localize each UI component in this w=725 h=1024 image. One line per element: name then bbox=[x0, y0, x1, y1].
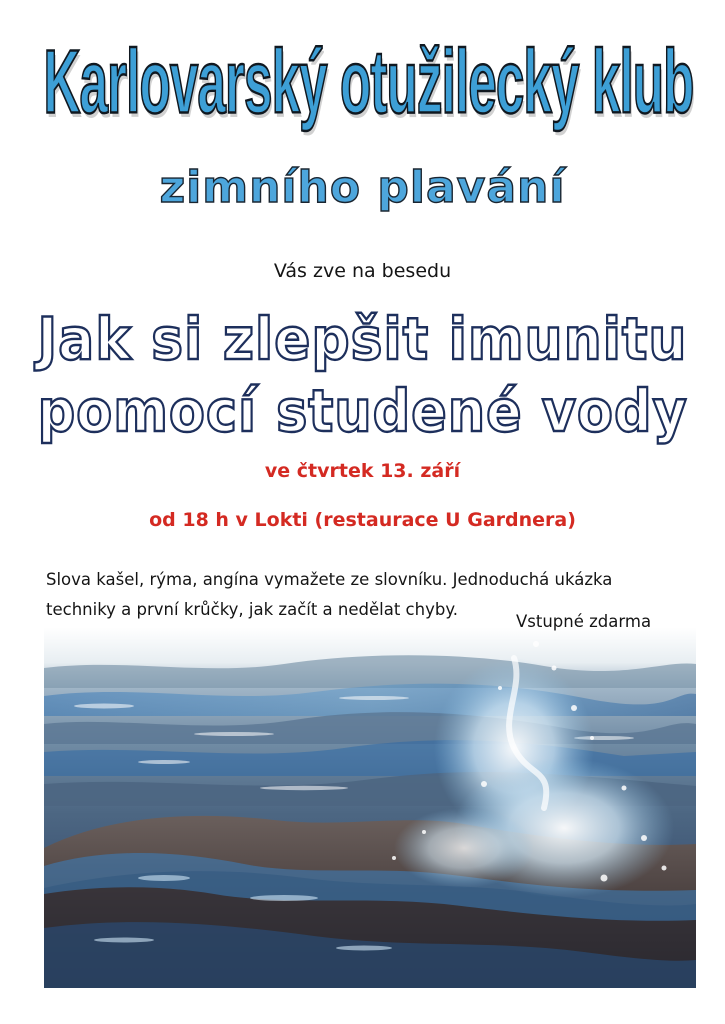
talk-title-line-2: pomocí studené vody bbox=[37, 377, 688, 445]
event-date: ve čtvrtek 13. září bbox=[264, 460, 461, 482]
invitation-text: Vás zve na besedu bbox=[273, 260, 452, 282]
description-line-1: Slova kašel, rýma, angína vymažete ze slovníku. Jednoduchá ukázka bbox=[46, 570, 613, 589]
club-subtitle: zimního plavání bbox=[159, 162, 566, 213]
admission-note: Vstupné zdarma bbox=[516, 612, 652, 631]
talk-title-line-1: Jak si zlepšit imunitu bbox=[37, 305, 688, 373]
description-line-2: techniky a první krůčky, jak začít a nedělat chyby. bbox=[46, 600, 458, 619]
event-time-place: od 18 h v Lokti (restaurace U Gardnera) bbox=[149, 509, 576, 531]
club-name-heading: Karlovarský otužilecký klub bbox=[43, 31, 694, 133]
